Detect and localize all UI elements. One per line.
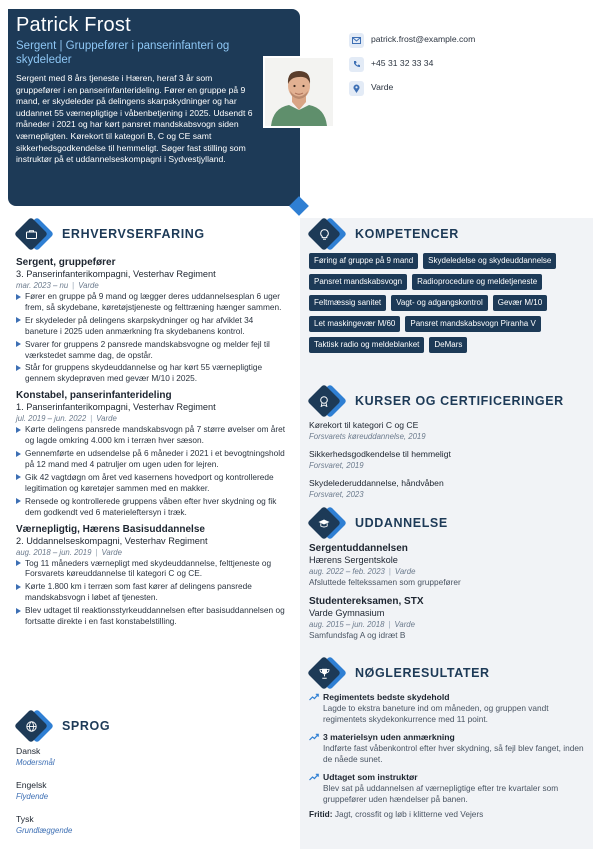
trend-up-icon	[309, 773, 319, 781]
language-level: Grundlæggende	[16, 826, 73, 835]
bullet-item: Fører en gruppe på 9 mand og lægger deres uddannelsesplan 6 uger frem, så skydebane, køretøjstjeneste og felttræning hænger sammen.	[16, 291, 288, 313]
section-title: NØGLERESULTATER	[355, 665, 490, 680]
experience-list	[16, 256, 288, 629]
job-location: Varde	[96, 414, 117, 424]
header-card	[8, 9, 300, 206]
section-education-heading	[309, 507, 448, 539]
section-title: SPROG	[62, 718, 111, 733]
skill-chip: Gevær M/10	[493, 295, 547, 311]
contact-block	[349, 32, 475, 104]
result-title: 3 materielsyn uden anmærkning	[323, 732, 455, 742]
language-level: Flydende	[16, 792, 49, 801]
section-results-heading	[309, 657, 490, 689]
section-badge	[309, 507, 341, 539]
bullet-item: Rensede og kontrollerede gruppens våben efter hver skydning og fik dem godkendt ved 6 materieleftersyn i træk.	[16, 496, 288, 518]
skill-chip: Pansret mandskabsvogn	[309, 274, 407, 290]
job-meta: mar. 2023 – nu | Varde	[16, 281, 99, 290]
skill-chip: Føring af gruppe på 9 mand	[309, 253, 418, 269]
course-name: Sikkerhedsgodkendelse til hemmeligt	[309, 449, 451, 459]
section-courses-heading	[309, 385, 564, 417]
education-meta: aug. 2022 – feb. 2023 | Varde	[309, 567, 416, 576]
section-experience-heading	[16, 218, 205, 250]
result-title: Udtaget som instruktør	[323, 772, 418, 782]
course-meta: Forsvarets køreuddannelse, 2019	[309, 432, 426, 441]
map-pin-icon	[349, 81, 364, 96]
result-desc: Blev sat på uddannelsen af værnepligtige efter tre kvartaler som gruppefører uden hændelser på banen.	[323, 783, 559, 804]
trend-up-icon	[309, 733, 319, 741]
job-bullets	[16, 291, 288, 384]
job-meta: jul. 2019 – jun. 2022 | Varde	[16, 414, 117, 424]
language-level: Modersmål	[16, 758, 55, 767]
skill-chip: Pansret mandskabsvogn Piranha V	[405, 316, 540, 332]
language-name: Tysk	[16, 814, 34, 824]
education-title: Studentereksamen, STX	[309, 596, 424, 607]
course-name: Skydelederuddannelse, håndvåben	[309, 478, 444, 488]
education-location: Varde	[394, 620, 415, 629]
contact-phone[interactable]	[349, 56, 475, 72]
briefcase-icon	[19, 222, 43, 246]
education-dates: aug. 2015 – jun. 2018	[309, 620, 385, 629]
bullet-item: Er skydeleder på delingens skarpskydninger og har afviklet 34 baneture i 2025 uden anmærkning fra skydebanens kontrol.	[16, 315, 288, 337]
bullet-item: Kørte 1.800 km i terræn som fast kører af delingens pansrede mandskabsvogn i løbet af tjenesten.	[16, 581, 288, 603]
graduation-cap-icon	[312, 511, 336, 535]
phone-text: +45 31 32 33 34	[371, 58, 434, 69]
bullet-item: Kørte delingens pansrede mandskabsvogn på 7 større øvelser om året og lagde omkring 4.000 km i terræn hver sæson.	[16, 424, 288, 446]
education-entry	[309, 595, 589, 641]
result-desc: Lagde to ekstra baneture ind om måneden, og gruppen vandt regimentets skydekonkurrence med 11 point.	[323, 703, 549, 724]
job-location: Varde	[78, 281, 99, 290]
job-bullets	[16, 424, 288, 517]
bullet-item: Svarer for gruppens 2 pansrede mandskabsvogne og melder fejl til værkstedet samme dag, de opstår.	[16, 339, 288, 361]
job-company: 3. Panserinfanterikompagni, Vesterhav Regiment	[16, 269, 216, 279]
education-school: Hærens Sergentskole	[309, 555, 398, 565]
result-title: Regimentets bedste skydehold	[323, 692, 450, 702]
section-skills-heading	[309, 218, 459, 250]
skill-chip: DeMars	[429, 337, 467, 353]
education-school: Varde Gymnasium	[309, 608, 385, 618]
section-title: KOMPETENCER	[355, 226, 459, 241]
section-badge	[309, 218, 341, 250]
job-entry	[16, 256, 288, 384]
job-entry	[16, 523, 288, 627]
envelope-icon	[349, 33, 364, 48]
profile-photo	[263, 56, 335, 128]
section-title: KURSER OG CERTIFICERINGER	[355, 393, 564, 408]
job-company: 1. Panserinfanterikompagni, Vesterhav Regiment	[16, 402, 216, 413]
skill-chip: Skydeledelse og skydeuddannelse	[423, 253, 556, 269]
section-badge	[309, 657, 341, 689]
contact-location	[349, 80, 475, 96]
result-desc: Indførte fast våbenkontrol efter hver skydning, så fejl blev fanget, inden de nåede sunet.	[323, 743, 584, 764]
languages-list	[16, 746, 288, 848]
trophy-icon	[312, 661, 336, 685]
education-location: Varde	[394, 567, 416, 576]
job-company: 2. Uddannelseskompagni, Vesterhav Regiment	[16, 535, 208, 546]
contact-email[interactable]	[349, 32, 475, 48]
bullet-item: Står for gruppens skydeuddannelse og har kørt 55 værnepligtige gennem skydeprøven med gevær M/10 i 2025.	[16, 362, 288, 384]
result-item	[309, 772, 589, 805]
job-bullets	[16, 558, 288, 627]
education-desc: Samfundsfag A og idræt B	[309, 630, 406, 640]
skill-chip: Vagt- og adgangskontrol	[391, 295, 488, 311]
certificate-icon	[312, 389, 336, 413]
course-meta: Forsvaret, 2023	[309, 490, 364, 499]
skill-chip: Let maskingevær M/60	[309, 316, 400, 332]
language-name: Dansk	[16, 746, 41, 756]
job-dates: aug. 2018 – jun. 2019	[16, 547, 92, 557]
job-title: Konstabel, panserinfanterideling	[16, 390, 172, 402]
section-title: ERHVERVSERFARING	[62, 226, 205, 241]
hobbies-text: Jagt, crossfit og løb i klitterne ved Vejers	[334, 809, 484, 819]
section-badge	[16, 218, 48, 250]
phone-icon	[349, 57, 364, 72]
section-badge	[309, 385, 341, 417]
education-desc: Afsluttede feltekssamen som gruppefører	[309, 577, 461, 587]
section-languages-heading	[16, 710, 110, 742]
job-meta: aug. 2018 – jun. 2019 | Varde	[16, 547, 122, 557]
job-title: Værnepligtig, Hærens Basisuddannelse	[16, 523, 205, 535]
skills-chips	[309, 253, 589, 358]
education-entry	[309, 542, 589, 588]
job-location: Varde	[101, 547, 122, 557]
candidate-name: Patrick Frost	[16, 14, 131, 36]
globe-icon	[19, 714, 43, 738]
job-dates: mar. 2023 – nu	[16, 281, 69, 290]
skill-chip: Radioprocedure og meldetjeneste	[412, 274, 542, 290]
bullet-item: Blev udtaget til reaktionsstyrkeuddannelsen efter basisuddannelsen og fortsatte direkte i en fast konstabelstilling.	[16, 605, 288, 627]
section-title: UDDANNELSE	[355, 515, 448, 530]
section-badge	[16, 710, 48, 742]
hobbies-line	[309, 809, 589, 820]
education-meta: aug. 2015 – jun. 2018 | Varde	[309, 620, 415, 629]
result-item	[309, 692, 589, 725]
education-title: Sergentuddannelsen	[309, 543, 408, 554]
skill-chip: Feltmæssig sanitet	[309, 295, 386, 311]
course-meta: Forsvaret, 2019	[309, 461, 364, 470]
education-dates: aug. 2022 – feb. 2023	[309, 567, 385, 576]
email-text: patrick.frost@example.com	[371, 34, 476, 45]
job-title: Sergent, gruppefører	[16, 257, 116, 268]
candidate-role: Sergent | Gruppefører i panserinfanteri og skydeleder	[16, 40, 230, 66]
portrait-illustration	[265, 58, 333, 126]
hobbies-label: Fritid:	[309, 809, 333, 819]
location-text: Varde	[371, 82, 394, 93]
bullet-item: Gik 42 vagtdøgn om året ved kasernens hovedport og kontrollerede legitimation og køretøjer sammen med en makker.	[16, 472, 288, 494]
results-list	[309, 692, 589, 820]
profile-summary: Sergent med 8 års tjeneste i Hæren, heraf 3 år som gruppefører i en panserinfanterideling. Fører en gruppe på 9 mand, er skydeleder på delingens skarpskydninger og har uddannet 55 værnepligtige i våbenbetjening i 2025. Udsendt 6 måneder i 2021 og har kørt pansret mandskabsvogn siden værnepligten. Kørekort til kategori B, C og CE samt sikkerhedsgodkendelse til hemmeligt. Søger fast stilling som instruktør på et uddannelseskompagni i Sydvestjylland.	[16, 73, 253, 165]
result-item	[309, 732, 589, 765]
trend-up-icon	[309, 693, 319, 701]
language-name: Engelsk	[16, 780, 47, 790]
bullet-item: Gennemførte en udsendelse på 6 måneder i 2021 i et bevogtningshold på 12 mand med 4 patruljer om ugen uden for lejren.	[16, 448, 288, 470]
skill-chip: Taktisk radio og meldeblanket	[309, 337, 424, 353]
lightbulb-icon	[312, 222, 336, 246]
job-dates: jul. 2019 – jun. 2022	[16, 414, 87, 424]
education-list	[309, 542, 589, 648]
bullet-item: Tog 11 måneders værnepligt med skydeuddannelse, felttjeneste og Forsvarets køreuddannelse til kategori C og CE.	[16, 558, 288, 580]
course-name: Kørekort til kategori C og CE	[309, 420, 419, 430]
job-entry	[16, 389, 288, 517]
courses-list	[309, 420, 589, 507]
